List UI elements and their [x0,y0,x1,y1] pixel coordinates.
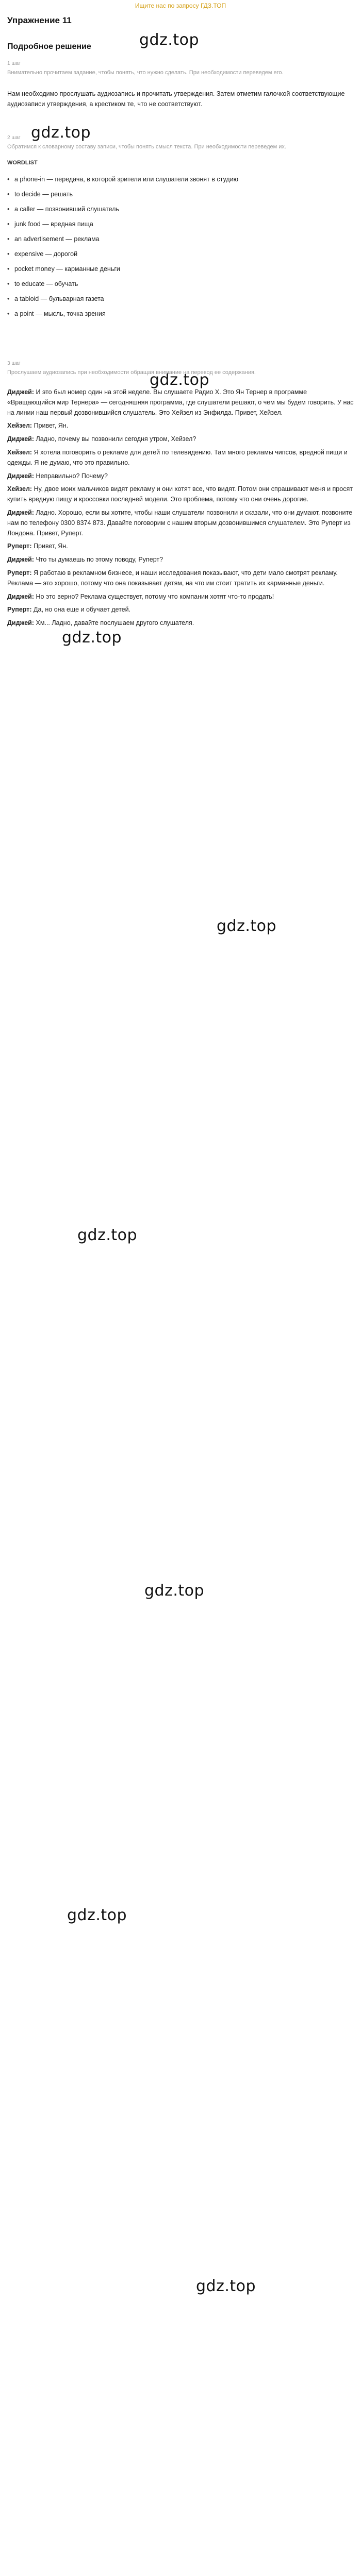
watermark: gdz.top [62,629,122,647]
speaker: Диджей: [7,556,35,564]
list-item: • an advertisement — реклама [7,232,354,247]
watermark: gdz.top [67,1906,127,1924]
line-text: Но это верно? Реклама существует, потому что компании хотят что-то продать! [36,592,274,600]
line-text: Привет, Ян. [34,422,69,430]
line-text: Я работаю в рекламном бизнесе, и наши исследования показывают, что дети мало смотрят рекламу. Реклама — это хорошо, потому что она показывает детям, на что им стоит тратить их карманные деньги. [7,569,338,587]
line-text: И это был номер один на этой неделе. Вы слушаете Радио Х. Это Ян Тернер в программе «Вращающийся мир Тернера» — сегодняшняя программа, где слушатели решают, о чем мы будем говорить. У нас на линии наш первый дозвонившийся слушатель. Это Хейзел из Энфилда. Привет, Хейзел. [7,388,354,416]
speaker: Диджей: [7,472,35,480]
step-label: 3 шаг [7,361,21,366]
dialog-line [7,421,354,431]
dialog-line [7,448,354,468]
solution-heading: Подробное решение [7,42,91,51]
speaker: Диджей: [7,435,35,443]
line-text: Привет, Ян. [34,543,68,550]
exercise-title: Упражнение 11 [7,15,72,25]
list-item: • to educate — обучать [7,277,354,292]
list-item: • pocket money — карманные деньги [7,262,354,277]
list-item: • a tabloid — бульварная газета [7,292,354,307]
dialog-line [7,484,354,505]
step-text: Нам необходимо прослушать аудиозапись и прочитать утверждения. Затем отметим галочкой соответствующие аудиозаписи утверждения, а крестиком те, что не соответствуют. [7,90,345,108]
line-text: Неправильно? Почему? [36,472,108,480]
list-item: • junk food — вредная пища [7,217,354,232]
speaker: Руперт: [7,606,32,614]
speaker: Руперт: [7,543,32,550]
step-label: 1 шаг [7,61,21,66]
dialog-line [7,541,354,552]
dialog-line [7,568,354,589]
dialog-line [7,387,354,418]
watermark: gdz.top [217,917,277,935]
line-text: Ну, двое моих мальчиков видят рекламу и они хотят все, что видят. Потом они спрашивают меня и просят купить вредную пищу и кроссовки последней модели. Это проблема, потому что они очень дорогие. [7,485,353,503]
top-link[interactable]: Ищите нас по запросу ГДЗ.ТОП [135,2,226,9]
step-instruction: Обратимся к словарному составу записи, чтобы понять смысл текста. При необходимости переведем их. [7,144,286,150]
step-instruction: Внимательно прочитаем задание, чтобы понять, что нужно сделать. При необходимости переведем его. [7,70,284,76]
list-item: • a point — мысль, точка зрения [7,307,354,321]
line-text: Хм... Ладно, давайте послушаем другого слушателя. [36,619,194,627]
list-item: • a caller — позвонивший слушатель [7,202,354,217]
watermark: gdz.top [196,2277,256,2295]
word-list [7,172,354,321]
speaker: Диджей: [7,619,35,627]
step-label: 2 шаг [7,135,21,141]
line-text: Ладно. Хорошо, если вы хотите, чтобы наши слушатели позвонили и сказали, что они думают, позвоните нам по телефону 0300 8374 873. Давайте поговорим с нашим вторым дозвонившимся слушателем. Это Руперт из Лондона. Привет, Руперт. [7,509,353,537]
speaker: Хейзел: [7,448,32,456]
speaker: Руперт: [7,569,32,577]
watermark: gdz.top [139,31,200,49]
watermark: gdz.top [77,1226,138,1244]
wordlist-heading: WORDLIST [7,160,38,166]
dialog [7,387,354,632]
speaker: Диджей: [7,592,35,600]
speaker: Диджей: [7,509,35,516]
dialog-line [7,592,354,602]
watermark: gdz.top [150,371,210,389]
line-text: Ладно, почему вы позвонили сегодня утром, Хейзел? [36,435,196,443]
line-text: Да, но она еще и обучает детей. [34,606,131,614]
speaker: Диджей: [7,388,35,396]
dialog-line [7,471,354,482]
speaker: Хейзел: [7,485,32,493]
dialog-line [7,434,354,445]
watermark: gdz.top [144,1582,205,1600]
dialog-line [7,508,354,538]
step-instruction: Прослушаем аудиозапись при необходимости обращая внимание на перевод ее содержания. [7,369,256,376]
list-item: • a phone-in — передача, в которой зрители или слушатели звонят в студию [7,172,354,187]
dialog-line [7,555,354,565]
line-text: Я хотела поговорить о рекламе для детей по телевидению. Там много рекламы чипсов, вредной пищи и одежды. Я не думаю, что это правильно. [7,448,348,466]
line-text: Что ты думаешь по этому поводу, Руперт? [36,556,163,564]
dialog-line [7,618,354,629]
dialog-line [7,605,354,615]
watermark: gdz.top [31,124,91,142]
list-item: • expensive — дорогой [7,247,354,262]
list-item: • to decide — решать [7,187,354,202]
speaker: Хейзел: [7,422,32,430]
